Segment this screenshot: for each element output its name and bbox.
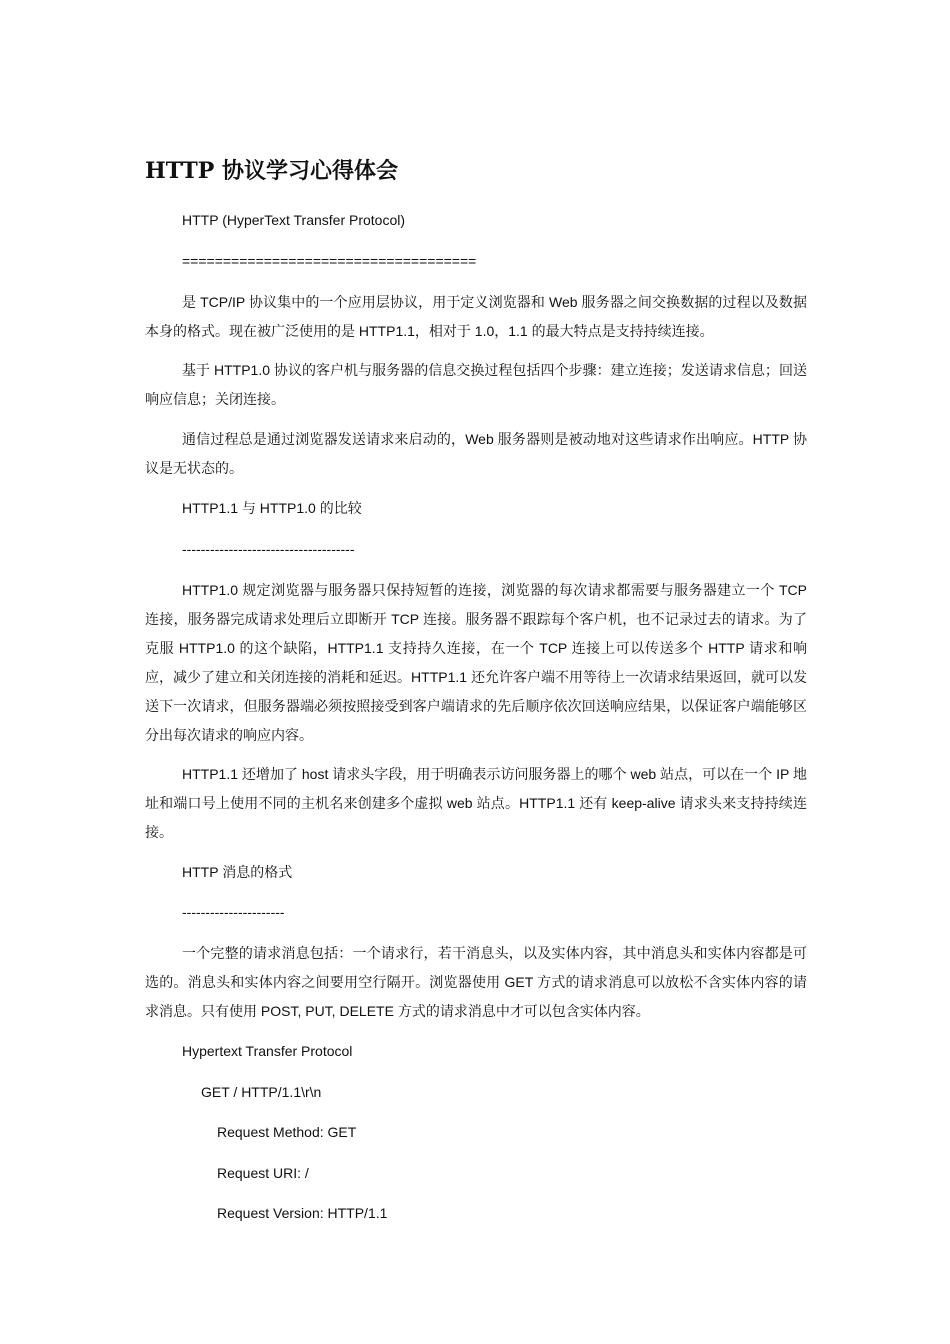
section-heading-compare: HTTP1.1 与 HTTP1.0 的比较 bbox=[182, 500, 362, 516]
format-paragraph: 一个完整的请求消息包括：一个请求行，若干消息头，以及实体内容，其中消息头和实体内容都是可选的。消息头和实体内容之间要用空行隔开。浏览器使用 GET 方式的请求消息可以放松不含实体内容的请求消息。只有使用 POST, PUT, DELETE 方式的请求消息中才可以包含实体内容。 bbox=[145, 945, 807, 1019]
double-line-separator: ==================================== bbox=[182, 253, 477, 269]
protocol-tree-request-version: Request Version: HTTP/1.1 bbox=[217, 1205, 388, 1221]
protocol-tree-request-uri: Request URI: / bbox=[217, 1165, 309, 1181]
dash-line-separator-format: ---------------------- bbox=[182, 904, 285, 920]
compare-paragraph-1: HTTP1.0 规定浏览器与服务器只保持短暂的连接，浏览器的每次请求都需要与服务器建立一个 TCP 连接，服务器完成请求处理后立即断开 TCP 连接。服务器不跟踪每个客户机，也不记录过去的请求。为了克服 HTTP1.0 的这个缺陷，HTTP1.1 支持持久连接，在一个 TCP 连接上可以传送多个 HTTP 请求和响应，减少了建立和关闭连接的消耗和延迟。HTTP1.1 还允许客户端不用等待上一次请求结果返回，就可以发送下一次请求，但服务器端必须按照接受到客户端请求的先后顺序依次回送响应结果，以保证客户端能够区分出每次请求的响应内容。 bbox=[145, 582, 807, 743]
protocol-tree-request-method: Request Method: GET bbox=[217, 1124, 357, 1140]
document-title: HTTP 协议学习心得体会 bbox=[145, 158, 398, 184]
intro-paragraph-2: 基于 HTTP1.0 协议的客户机与服务器的信息交换过程包括四个步骤：建立连接；发送请求信息；回送响应信息；关闭连接。 bbox=[145, 362, 807, 407]
protocol-subtitle: HTTP (HyperText Transfer Protocol) bbox=[182, 212, 406, 228]
compare-paragraph-2: HTTP1.1 还增加了 host 请求头字段，用于明确表示访问服务器上的哪个 web 站点，可以在一个 IP 地址和端口号上使用不同的主机名来创建多个虚拟 web 站点。HTTP1.1 还有 keep-alive 请求头来支持持续连接。 bbox=[145, 766, 807, 840]
intro-paragraph-1: 是 TCP/IP 协议集中的一个应用层协议，用于定义浏览器和 Web 服务器之间交换数据的过程以及数据本身的格式。现在被广泛使用的是 HTTP1.1，相对于 1.0，1.1 的最大特点是支持持续连接。 bbox=[145, 294, 807, 339]
intro-paragraph-3: 通信过程总是通过浏览器发送请求来启动的，Web 服务器则是被动地对这些请求作出响应。HTTP 协议是无状态的。 bbox=[145, 431, 807, 476]
protocol-tree-root: Hypertext Transfer Protocol bbox=[182, 1043, 353, 1059]
dash-line-separator-compare: ------------------------------------- bbox=[182, 541, 355, 557]
section-heading-format: HTTP 消息的格式 bbox=[182, 864, 293, 880]
protocol-tree-request-line: GET / HTTP/1.1\r\n bbox=[201, 1084, 322, 1100]
